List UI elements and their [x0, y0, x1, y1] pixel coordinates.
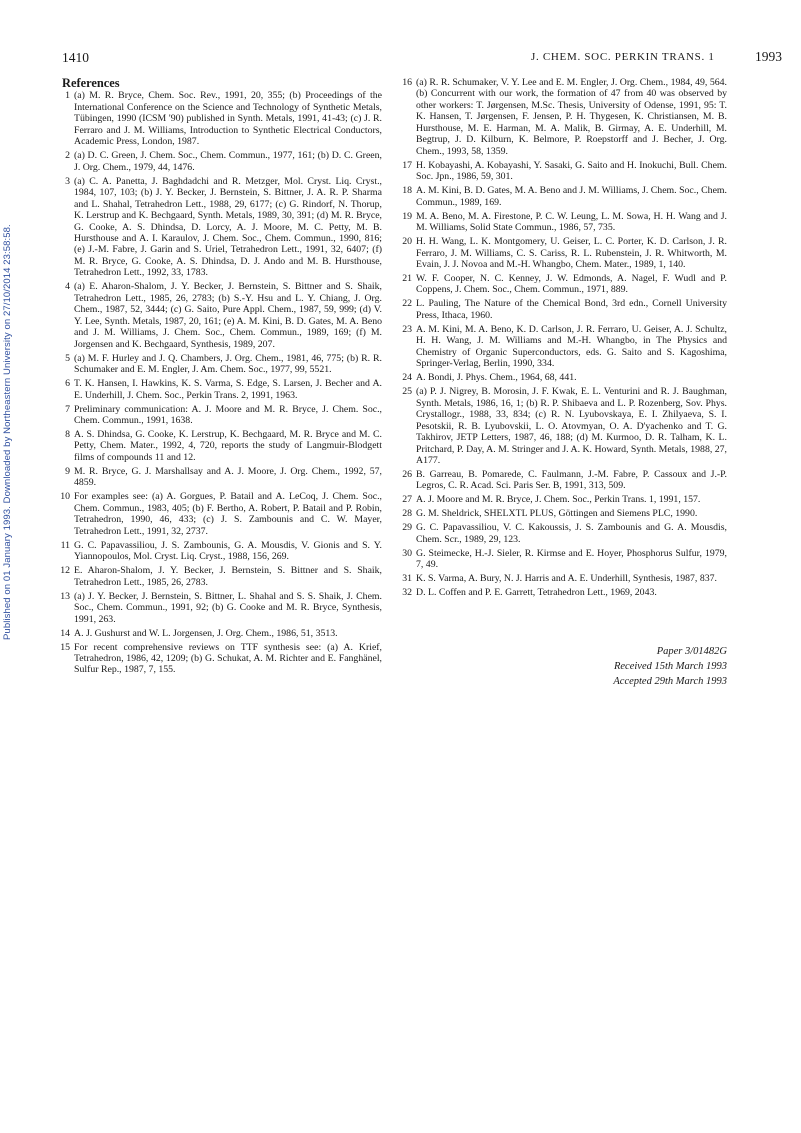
- reference-text: A. Bondi, J. Phys. Chem., 1964, 68, 441.: [416, 372, 577, 384]
- reference-item: [404, 324, 727, 370]
- reference-item: [404, 548, 727, 571]
- reference-number: 18: [402, 185, 412, 197]
- reference-item: [62, 591, 382, 625]
- paper-dates: [613, 644, 727, 689]
- reference-text: M. A. Beno, M. A. Firestone, P. C. W. Leung, L. M. Sowa, H. H. Wang and J. M. Williams, Solid State Commun., 1986, 57, 735.: [416, 210, 727, 234]
- reference-text: For examples see: (a) A. Gorgues, P. Batail and A. LeCoq, J. Chem. Soc., Chem. Commun., 1983, 405; (b) F. Bertho, A. Robert, P. Batail and P. Robin, Tetrahedron, 1990, 46, 433; (c) J. S. Zambounis and C. W. Mayer, Tetrahedron Lett., 1991, 32, 2737.: [74, 491, 382, 537]
- running-head: J. CHEM. SOC. PERKIN TRANS. 1: [531, 51, 715, 63]
- reference-number: 21: [402, 272, 412, 284]
- references-heading: References: [62, 76, 120, 90]
- reference-text: (a) M. F. Hurley and J. Q. Chambers, J. Org. Chem., 1981, 46, 775; (b) R. R. Schumaker and E. M. Engler, J. Am. Chem. Soc., 1977, 99, 5521.: [74, 352, 382, 376]
- reference-number: 23: [402, 323, 412, 335]
- reference-text: A. J. Gushurst and W. L. Jorgensen, J. Org. Chem., 1986, 51, 3513.: [74, 627, 338, 639]
- reference-number: 2: [65, 150, 70, 162]
- reference-text: K. S. Varma, A. Bury, N. J. Harris and A. E. Underhill, Synthesis, 1987, 837.: [416, 573, 717, 585]
- reference-number: 22: [402, 298, 412, 310]
- reference-item: [404, 469, 727, 492]
- reference-item: [404, 508, 727, 519]
- reference-number: 29: [402, 522, 412, 534]
- reference-number: 15: [60, 641, 70, 653]
- reference-item: [404, 236, 727, 270]
- reference-text: A. M. Kini, B. D. Gates, M. A. Beno and J. M. Williams, J. Chem. Soc., Chem. Commun., 1989, 169.: [416, 185, 727, 208]
- reference-text: (a) J. Y. Becker, J. Bernstein, S. Bittner, L. Shahal and S. S. Shaik, J. Chem. Soc., Chem. Commun., 1991, 92; (b) G. Cooke and M. R. Bryce, Synthesis, 1991, 263.: [74, 590, 382, 625]
- running-head-year: 1993: [755, 49, 782, 64]
- reference-number: 19: [402, 210, 412, 222]
- reference-number: 4: [65, 281, 70, 293]
- reference-item: [62, 540, 382, 563]
- reference-item: [62, 378, 382, 401]
- reference-item: [404, 386, 727, 466]
- reference-number: 28: [402, 508, 412, 520]
- reference-item: [404, 211, 727, 234]
- reference-number: 25: [402, 386, 412, 398]
- reference-item: [404, 160, 727, 183]
- reference-text: (a) P. J. Nigrey, B. Morosin, J. F. Kwak, E. L. Venturini and R. J. Baughman, Synth. Metals, 1986, 16, 1; (b) R. P. Shibaeva and L. P. Rozenberg, Sov. Phys. Crystallogr., 1988, 33, 834; (c) R. N. Lyubovskaya, E. I. Zhilyaeva, S. I. Pesotskii, R. B. Lyubovskii, L. O. Atovmyan, O. A. D'yachenko and T. G. Takhirov, JETP Letters, 1987, 46, 188; (d) M. Kurmoo, D. R. Talham, K. L. Pritchard, P. Day, A. M. Stringer and J. A. K. Howard, Synth. Metals, 1988, 27, A177.: [416, 386, 727, 466]
- reference-item: [62, 429, 382, 463]
- reference-item: [62, 404, 382, 427]
- reference-item: [404, 273, 727, 296]
- reference-number: 1: [65, 90, 70, 102]
- reference-text: For recent comprehensive reviews on TTF synthesis see: (a) A. Krief, Tetrahedron, 1986, 42, 1209; (b) G. Schukat, A. M. Richter and E. Fanghänel, Sulfur Rep., 1987, 7, 155.: [74, 641, 382, 676]
- reference-text: (a) E. Aharon-Shalom, J. Y. Becker, J. Bernstein, S. Bittner and S. Shaik, Tetrahedron Lett., 1985, 26, 2783; (b) S.-Y. Hsu and L. Y. Chiang, J. Org. Chem., 1987, 52, 3444; (c) G. Saito, Pure Appl. Chem., 1987, 59, 999; (d) V. Y. Lee, Synth. Metals, 1987, 20, 161; (e) A. M. Kini, B. D. Gates, M. A. Beno and J. M. Williams, J. Chem. Soc., Chem. Commun., 1989, 169; (f) M. Jorgensen and K. Bechgaard, Synthesis, 1989, 207.: [74, 281, 382, 350]
- reference-item: [62, 90, 382, 147]
- reference-number: 12: [60, 565, 70, 577]
- reference-text: (a) M. R. Bryce, Chem. Soc. Rev., 1991, 20, 355; (b) Proceedings of the International Conference on the Science and Technology of Synthetic Metals, Tübingen, 1990 (ICSM '90) published in Synth. Metals, 1991, 41-43; (c) J. R. Ferraro and J. M. Williams, Introduction to Synthetic Electrical Conductors, Academic Press, London, 1987.: [74, 90, 382, 148]
- reference-text: E. Aharon-Shalom, J. Y. Becker, J. Bernstein, S. Bittner and S. Shaik, Tetrahedron Lett., 1985, 26, 2783.: [74, 565, 382, 588]
- reference-number: 17: [402, 159, 412, 171]
- reference-text: (a) R. R. Schumaker, V. Y. Lee and E. M. Engler, J. Org. Chem., 1984, 49, 564. (b) Concurrent with our work, the formation of 47 from 40 was observed by other workers: T. Jørgensen, M.Sc. Thesis, University of Odense, 1991, 95: T. K. Hansen, T. Jørgensen, F. Jensen, P. H. Thygesen, K. Christiansen, M. B. Hursthouse, M. E. Harman, M. A. Malik, B. Girmay, A. E. Underhill, M. Begtrup, J. D. Kilburn, K. Belmore, P. Roepstorff and J. Becher, J. Org. Chem., 1993, 58, 1359.: [416, 77, 727, 157]
- reference-item: [404, 494, 727, 505]
- reference-text: (a) D. C. Green, J. Chem. Soc., Chem. Commun., 1977, 161; (b) D. C. Green, J. Org. Chem., 1979, 44, 1476.: [74, 150, 382, 173]
- reference-text: (a) C. A. Panetta, J. Baghdadchi and R. Metzger, Mol. Cryst. Liq. Cryst., 1984, 107, 103; (b) J. Y. Becker, J. Bernstein, S. Bittner, J. A. R. P. Sharma and L. Shahal, Tetrahedron Lett., 1988, 29, 6177; (c) G. Rindorf, N. Thorup, K. Lerstrup and K. Bechgaard, Synth. Metals, 1989, 30, 391; (d) M. R. Bryce, G. Cooke, A. S. Dhindsa, D. Lorcy, A. J. Moore, M. C. Petty, M. B. Hursthouse and A. I. Karaulov, J. Chem. Soc., Chem. Commun., 1990, 816; (e) J.-M. Fabre, J. Garin and S. Uriel, Tetrahedron Lett., 1991, 32, 6407; (f) M. R. Bryce, G. Cooke, A. S. Dhindsa, D. J. Ando and M. B. Hursthouse, Tetrahedron Lett., 1992, 33, 1783.: [74, 175, 382, 279]
- reference-item: [62, 628, 382, 639]
- reference-text: Preliminary communication: A. J. Moore and M. R. Bryce, J. Chem. Soc., Chem. Commun., 1991, 1638.: [74, 403, 382, 426]
- reference-number: 7: [65, 403, 70, 415]
- reference-item: [404, 298, 727, 321]
- reference-text: B. Garreau, B. Pomarede, C. Faulmann, J.-M. Fabre, P. Cassoux and J.-P. Legros, C. R. Acad. Sci. Paris Ser. B, 1991, 313, 509.: [416, 468, 727, 492]
- reference-number: 9: [65, 465, 70, 477]
- reference-number: 32: [402, 587, 412, 599]
- reference-number: 13: [60, 590, 70, 602]
- reference-text: G. C. Papavassiliou, J. S. Zambounis, G. A. Mousdis, V. Gionis and S. Y. Yiannopoulos, Mol. Cryst. Liq. Cryst., 1988, 156, 269.: [74, 539, 382, 563]
- reference-number: 14: [60, 627, 70, 639]
- accepted-date: Accepted 29th March 1993: [613, 676, 727, 687]
- reference-item: [404, 587, 727, 598]
- reference-item: [404, 372, 727, 383]
- reference-item: [404, 185, 727, 208]
- reference-text: H. Kobayashi, A. Kobayashi, Y. Sasaki, G. Saito and H. Inokuchi, Bull. Chem. Soc. Jpn., 1986, 59, 301.: [416, 159, 727, 183]
- reference-item: [62, 353, 382, 376]
- reference-item: [62, 176, 382, 279]
- download-watermark: Published on 01 January 1993. Downloaded by Northeastern University on 27/10/2014 23:58:58.: [2, 224, 13, 640]
- reference-number: 20: [402, 236, 412, 248]
- reference-number: 8: [65, 428, 70, 440]
- reference-number: 16: [402, 77, 412, 88]
- received-date: Received 15th March 1993: [613, 661, 727, 672]
- reference-item: [404, 573, 727, 584]
- reference-number: 26: [402, 468, 412, 480]
- reference-item: [62, 150, 382, 173]
- reference-number: 5: [65, 352, 70, 364]
- reference-item: [404, 522, 727, 545]
- reference-number: 3: [65, 175, 70, 187]
- reference-text: G. C. Papavassiliou, V. C. Kakoussis, J. S. Zambounis and G. A. Mousdis, Chem. Scr., 1989, 29, 123.: [416, 522, 727, 545]
- reference-text: L. Pauling, The Nature of the Chemical Bond, 3rd edn., Cornell University Press, Ithaca, 1960.: [416, 298, 727, 321]
- reference-text: A. S. Dhindsa, G. Cooke, K. Lerstrup, K. Bechgaard, M. R. Bryce and M. C. Petty, Chem. Mater., 1992, 4, 720, reports the study of Langmuir-Blodgett films of compounds 11 and 12.: [74, 428, 382, 463]
- reference-number: 30: [402, 547, 412, 559]
- reference-item: [62, 491, 382, 537]
- reference-number: 6: [65, 378, 70, 390]
- reference-item: [62, 565, 382, 588]
- reference-text: A. J. Moore and M. R. Bryce, J. Chem. Soc., Perkin Trans. 1, 1991, 157.: [416, 494, 701, 506]
- references-column-left: [62, 77, 382, 678]
- reference-item: [62, 642, 382, 676]
- reference-text: W. F. Cooper, N. C. Kenney, J. W. Edmonds, A. Nagel, F. Wudl and P. Coppens, J. Chem. Soc., Chem. Commun., 1971, 889.: [416, 272, 727, 296]
- reference-number: 11: [60, 539, 70, 551]
- reference-item: [62, 466, 382, 489]
- reference-text: G. M. Sheldrick, SHELXTL PLUS, Göttingen and Siemens PLC, 1990.: [416, 508, 698, 520]
- reference-item: [404, 77, 727, 157]
- reference-number: 24: [402, 372, 412, 384]
- reference-text: A. M. Kini, M. A. Beno, K. D. Carlson, J. R. Ferraro, U. Geiser, A. J. Schultz, H. H. Wang, J. M. Williams and M.-H. Whangbo, in The Physics and Chemistry of Organic Superconductors, eds. G. Saito and S. Kagoshima, Springer-Verlag, Berlin, 1990, 334.: [416, 323, 727, 370]
- reference-text: D. L. Coffen and P. E. Garrett, Tetrahedron Lett., 1969, 2043.: [416, 587, 657, 599]
- reference-text: H. H. Wang, L. K. Montgomery, U. Geiser, L. C. Porter, K. D. Carlson, J. R. Ferraro, J. M. Williams, C. S. Cariss, R. L. Rubenstein, J. R. Whitworth, M. Evain, J. J. Novoa and M.-H. Whangbo, Chem. Mater., 1989, 1, 140.: [416, 236, 727, 270]
- reference-number: 10: [60, 491, 70, 503]
- reference-text: T. K. Hansen, I. Hawkins, K. S. Varma, S. Edge, S. Larsen, J. Becher and A. E. Underhill, J. Chem. Soc., Perkin Trans. 2, 1991, 1963.: [74, 378, 382, 401]
- paper-id: Paper 3/01482G: [656, 646, 727, 657]
- reference-text: G. Steimecke, H.-J. Sieler, R. Kirmse and E. Hoyer, Phosphorus Sulfur, 1979, 7, 49.: [416, 547, 727, 571]
- reference-item: [62, 281, 382, 350]
- references-column-right: [404, 77, 727, 601]
- reference-number: 31: [402, 573, 412, 585]
- reference-text: M. R. Bryce, G. J. Marshallsay and A. J. Moore, J. Org. Chem., 1992, 57, 4859.: [74, 465, 382, 489]
- reference-number: 27: [402, 494, 412, 506]
- page-number: 1410: [62, 50, 89, 65]
